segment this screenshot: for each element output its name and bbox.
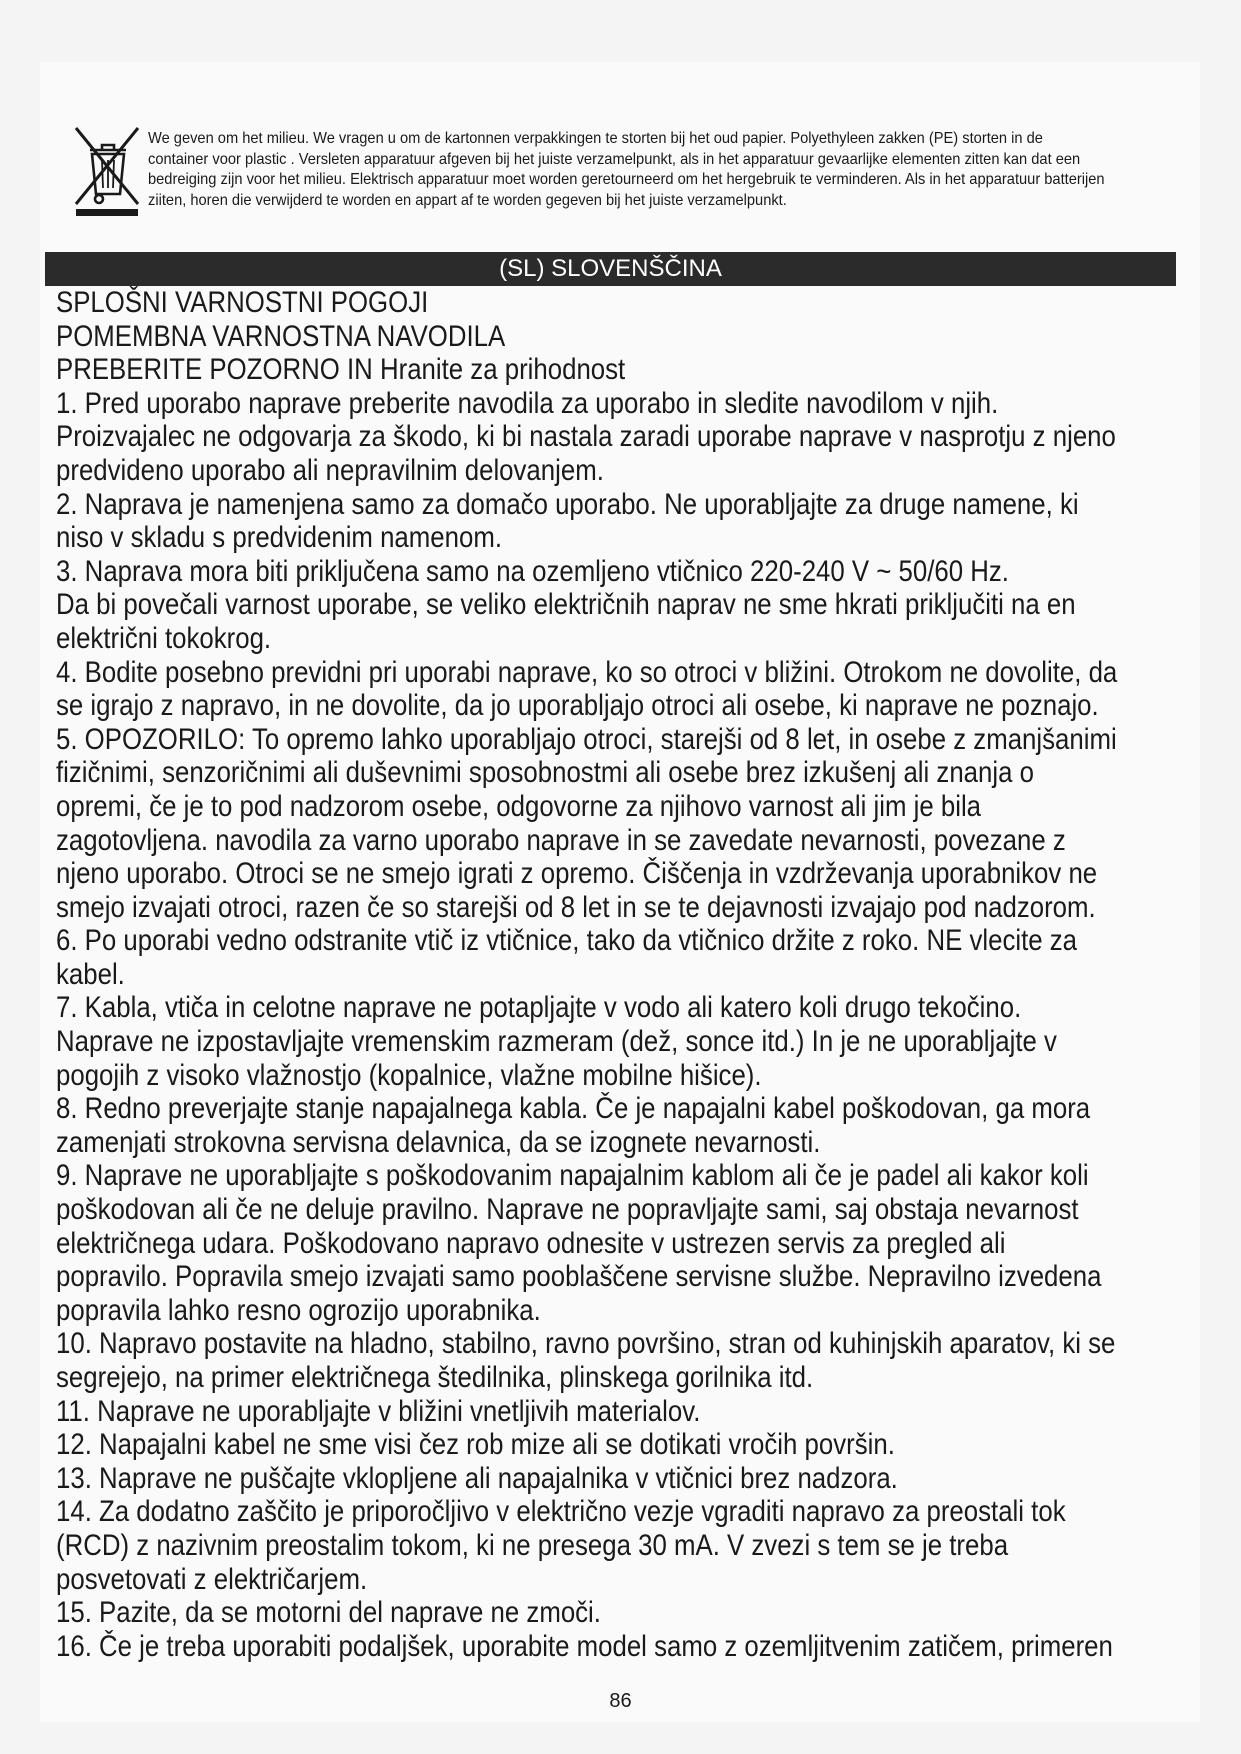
- page-number: 86: [609, 1690, 632, 1712]
- language-section-header: (SL) SLOVENŠČINA: [45, 252, 1176, 286]
- section-heading: SPLOŠNI VARNOSTNI POGOJI: [56, 286, 429, 319]
- recycling-notice-line: container voor plastic . Versleten apparatuur afgeven bij het juiste verzamelpunkt, als in het apparatuur gevaarlijke elementen zitten kan dat een: [148, 150, 1081, 168]
- instruction-line: 13. Naprave ne puščajte vklopljene ali napajalnika v vtičnici brez nadzora.: [56, 1461, 898, 1495]
- instruction-line: električnega udara. Poškodovano napravo odnesite v ustrezen servis za pregled ali: [56, 1226, 1006, 1260]
- instruction-line: 4. Bodite posebno previdni pri uporabi naprave, ko so otroci v bližini. Otrokom ne dovolite, da: [56, 655, 1118, 689]
- instruction-line: posvetovati z električarjem.: [56, 1562, 368, 1596]
- instruction-line: 1. Pred uporabo naprave preberite navodila za uporabo in sledite navodilom v njih.: [56, 386, 999, 420]
- instruction-line: (RCD) z nazivnim preostalim tokom, ki ne presega 30 mA. V zvezi s tem se je treba: [56, 1528, 1009, 1562]
- instruction-line: zagotovljena. navodila za varno uporabo naprave in se zavedate nevarnosti, povezane z: [56, 823, 1066, 857]
- instruction-line: niso v skladu s predvidenim namenom.: [56, 521, 502, 555]
- section-heading: PREBERITE POZORNO IN Hranite za prihodnost: [56, 353, 626, 387]
- recycling-notice: [148, 129, 1135, 211]
- instruction-line: 3. Naprava mora biti priključena samo na ozemljeno vtičnico 220-240 V ~ 50/60 Hz.: [56, 554, 1009, 588]
- instruction-line: 7. Kabla, vtiča in celotne naprave ne potapljajte v vodo ali katero koli drugo tekočino.: [56, 991, 1022, 1025]
- instruction-line: se igrajo z napravo, in ne dovolite, da jo uporabljajo otroci ali osebe, ki naprave ne poznajo.: [56, 689, 1099, 723]
- instruction-line: 11. Naprave ne uporabljajte v bližini vnetljivih materialov.: [56, 1394, 701, 1428]
- instruction-line: Da bi povečali varnost uporabe, se veliko električnih naprav ne sme hkrati priključiti na en: [56, 588, 1076, 622]
- instruction-line: Naprave ne izpostavljajte vremenskim razmeram (dež, sonce itd.) In je ne uporabljajte v: [56, 1025, 1057, 1059]
- instruction-line: fizičnimi, senzoričnimi ali duševnimi sposobnostmi ali osebe brez izkušenj ali znanja o: [56, 756, 1034, 790]
- instruction-line: 6. Po uporabi vedno odstranite vtič iz vtičnice, tako da vtičnico držite z roko. NE vlecite za: [56, 924, 1078, 958]
- instruction-line: 2. Naprava je namenjena samo za domačo uporabo. Ne uporabljajte za druge namene, ki: [56, 487, 1079, 521]
- instruction-line: segrejejo, na primer električnega štedilnika, plinskega gorilnika itd.: [56, 1361, 814, 1394]
- instruction-line: 16. Če je treba uporabiti podaljšek, uporabite model samo z ozemljitvenim zatičem, primeren: [56, 1629, 1113, 1663]
- instruction-line: Proizvajalec ne odgovarja za škodo, ki bi nastala zaradi uporabe naprave v nasprotju z njeno: [56, 420, 1116, 454]
- instruction-line: poškodovan ali če ne deluje pravilno. Naprave ne popravljajte sami, saj obstaja nevarnost: [56, 1193, 1079, 1227]
- safety-instructions: [56, 286, 1122, 1663]
- instruction-line: kabel.: [56, 957, 125, 991]
- instruction-line: njeno uporabo. Otroci se ne smejo igrati z opremo. Čiščenja in vzdrževanja uporabnikov ne: [56, 857, 1098, 891]
- instruction-line: 5. OPOZORILO: To opremo lahko uporabljajo otroci, starejši od 8 let, in osebe z zmanjšanimi: [56, 722, 1117, 756]
- instruction-line: popravilo. Popravila smejo izvajati samo pooblaščene servisne službe. Nepravilno izvedena: [56, 1260, 1102, 1294]
- recycling-notice-line: ziiten, horen die verwijderd te worden en appart af te worden gegeven bij het juiste verzamelpunkt.: [148, 191, 787, 209]
- instruction-line: električni tokokrog.: [56, 621, 272, 655]
- instruction-line: smejo izvajati otroci, razen če so starejši od 8 let in se te dejavnosti izvajajo pod nadzorom.: [56, 890, 1096, 924]
- instruction-line: opremi, če je to pod nadzorom osebe, odgovorne za njihovo varnost ali jim je bila: [56, 789, 982, 823]
- recycling-notice-line: bedreiging zijn voor het milieu. Elektrisch apparatuur moet worden geretourneerd om het hergebruik te verminderen. Als in het apparatuur batterijen: [148, 171, 1105, 188]
- recycling-notice-line: We geven om het milieu. We vragen u om de kartonnen verpakkingen te storten bij het oud papier. Polyethyleen zakken (PE) storten in de: [148, 130, 1043, 147]
- instruction-line: pogojih z visoko vlažnostjo (kopalnice, vlažne mobilne hišice).: [56, 1058, 762, 1092]
- instruction-line: predvideno uporabo ali nepravilnim delovanjem.: [56, 453, 604, 487]
- crossed-out-wheelie-bin-icon: [72, 122, 144, 218]
- instruction-line: 12. Napajalni kabel ne sme visi čez rob mize ali se dotikati vročih površin.: [56, 1428, 895, 1462]
- section-heading: POMEMBNA VARNOSTNA NAVODILA: [56, 319, 506, 353]
- instruction-line: 9. Naprave ne uporabljajte s poškodovanim napajalnim kablom ali če je padel ali kakor koli: [56, 1159, 1089, 1193]
- instruction-line: 10. Napravo postavite na hladno, stabilno, ravno površino, stran od kuhinjskih aparatov, ki se: [56, 1327, 1116, 1361]
- instruction-line: zamenjati strokovna servisna delavnica, da se izognete nevarnosti.: [56, 1125, 821, 1159]
- instruction-line: 8. Redno preverjajte stanje napajalnega kabla. Če je napajalni kabel poškodovan, ga mora: [56, 1092, 1091, 1126]
- instruction-line: 14. Za dodatno zaščito je priporočljivo v električno vezje vgraditi napravo za preostali tok: [56, 1495, 1066, 1529]
- instruction-line: 15. Pazite, da se motorni del naprave ne zmoči.: [56, 1596, 601, 1630]
- instruction-line: popravila lahko resno ogrozijo uporabnika.: [56, 1293, 541, 1327]
